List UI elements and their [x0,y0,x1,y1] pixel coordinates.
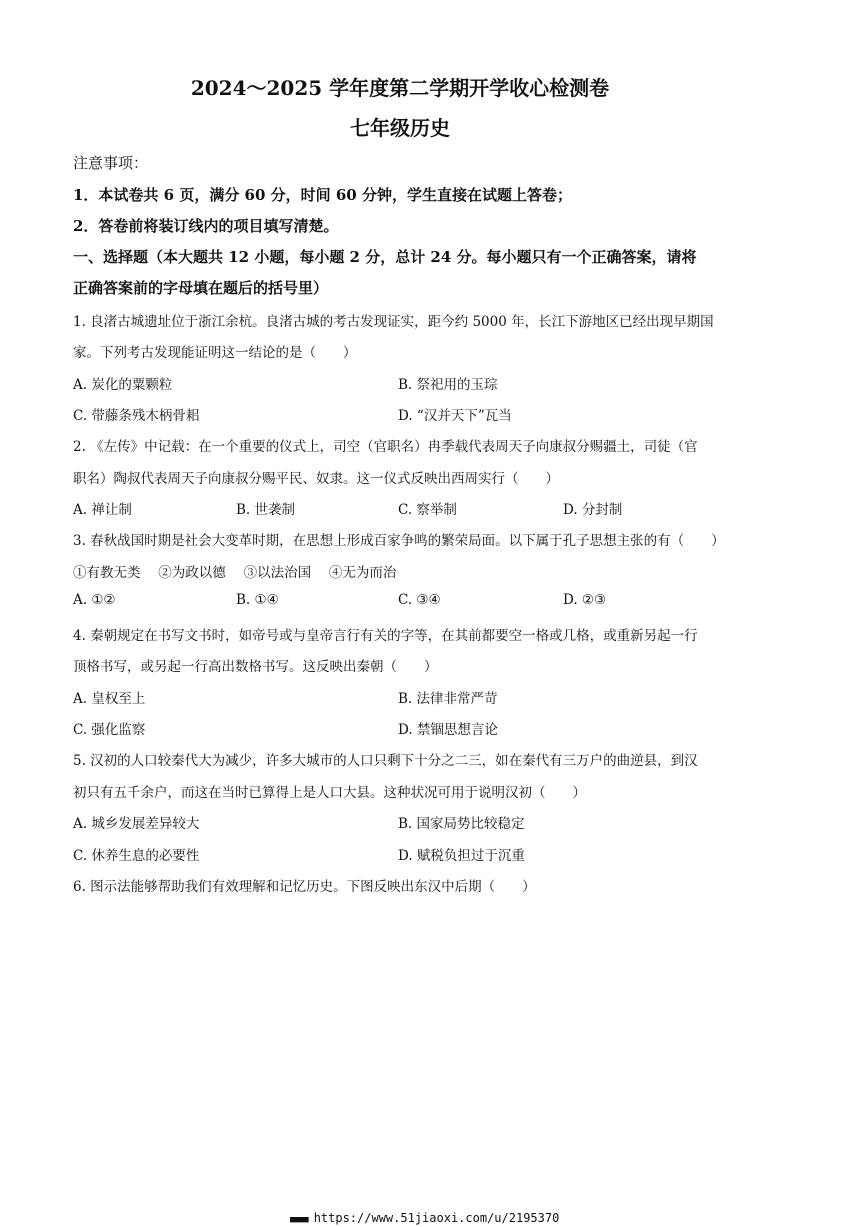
question-4-option-d[interactable]: D. 禁锢思想言论 [398,722,498,738]
question-3-option-c[interactable]: C. ③④ [398,592,441,608]
question-4-text: 4. 秦朝规定在书写文书时，如帝号或与皇帝言行有关的字等，在其前都要空一格或几格，或重新另起一行 [73,628,698,644]
question-3-statements: ①有教无类 ②为政以德 ③以法治国 ④无为而治 [73,565,397,581]
question-2-option-d[interactable]: D. 分封制 [563,502,623,518]
question-2-option-c[interactable]: C. 察举制 [398,502,457,518]
question-2-option-a[interactable]: A. 禅让制 [73,502,132,518]
question-5-option-a[interactable]: A. 城乡发展差异较大 [73,816,200,832]
question-1-text: 家。下列考古发现能证明这一结论的是（ ） [73,345,357,361]
footer-url-link[interactable]: https://www.51jiaoxi.com/u/2195370 [313,1211,560,1225]
question-1-option-c[interactable]: C. 带藤条残木柄骨耜 [73,408,200,424]
question-5-text: 5. 汉初的人口较秦代大为减少，许多大城市的人口只剩下十分之二三，如在秦代有三万户的曲逆县，到汉 [73,753,698,769]
question-5-option-d[interactable]: D. 赋税负担过于沉重 [398,848,525,864]
notes-heading: 注意事项： [73,154,149,172]
section-heading-line-2: 正确答案前的字母填在题后的括号里） [73,279,329,297]
question-3-text: 3. 春秋战国时期是社会大变革时期，在思想上形成百家争鸣的繁荣局面。以下属于孔子思想主张的有（ ） [73,533,725,549]
note-item-1: 1．本试卷共 6 页，满分 60 分，时间 60 分钟，学生直接在试题上答卷； [73,186,572,204]
question-3-option-b[interactable]: B. ①④ [236,592,279,608]
question-5-option-c[interactable]: C. 休养生息的必要性 [73,848,200,864]
question-4-text: 顶格书写，或另起一行高出数格书写。这反映出秦朝（ ） [73,659,438,675]
question-6-text: 6. 图示法能够帮助我们有效理解和记忆历史。下图反映出东汉中后期（ ） [73,879,536,895]
question-4-option-c[interactable]: C. 强化监察 [73,722,146,738]
exam-subtitle: 七年级历史 [350,116,450,140]
footer-marks: ■■■■ [290,1215,308,1225]
question-4-option-a[interactable]: A. 皇权至上 [73,691,146,707]
question-2-text: 职名）陶叔代表周天子向康叔分赐平民、奴隶。这一仪式反映出西周实行（ ） [73,471,559,487]
question-4-option-b[interactable]: B. 法律非常严苛 [398,691,498,707]
question-1-option-b[interactable]: B. 祭祀用的玉琮 [398,377,498,393]
question-3-option-d[interactable]: D. ②③ [563,592,607,608]
question-5-text: 初只有五千余户，而这在当时已算得上是人口大县。这种状况可用于说明汉初（ ） [73,785,586,801]
question-1-option-a[interactable]: A. 炭化的粟颗粒 [73,377,173,393]
footer-watermark [290,1211,559,1225]
question-2-text: 2. 《左传》中记载：在一个重要的仪式上，司空（官职名）冉季载代表周天子向康叔分赐疆土，司徒（官 [73,439,698,455]
question-1-text: 1. 良渚古城遗址位于浙江余杭。良渚古城的考古发现证实，距今约 5000 年，长江下游地区已经出现早期国 [73,314,714,330]
question-3-option-a[interactable]: A. ①② [73,592,116,608]
section-heading-line-1: 一、选择题（本大题共 12 小题，每小题 2 分，总计 24 分。每小题只有一个正确答案，请将 [73,248,697,266]
question-1-option-d[interactable]: D. “汉并天下”瓦当 [398,408,512,424]
note-item-2: 2．答卷前将装订线内的项目填写清楚。 [73,217,339,235]
exam-title: 2024～2025 学年度第二学期开学收心检测卷 [190,76,610,100]
question-2-option-b[interactable]: B. 世袭制 [236,502,296,518]
question-5-option-b[interactable]: B. 国家局势比较稳定 [398,816,525,832]
